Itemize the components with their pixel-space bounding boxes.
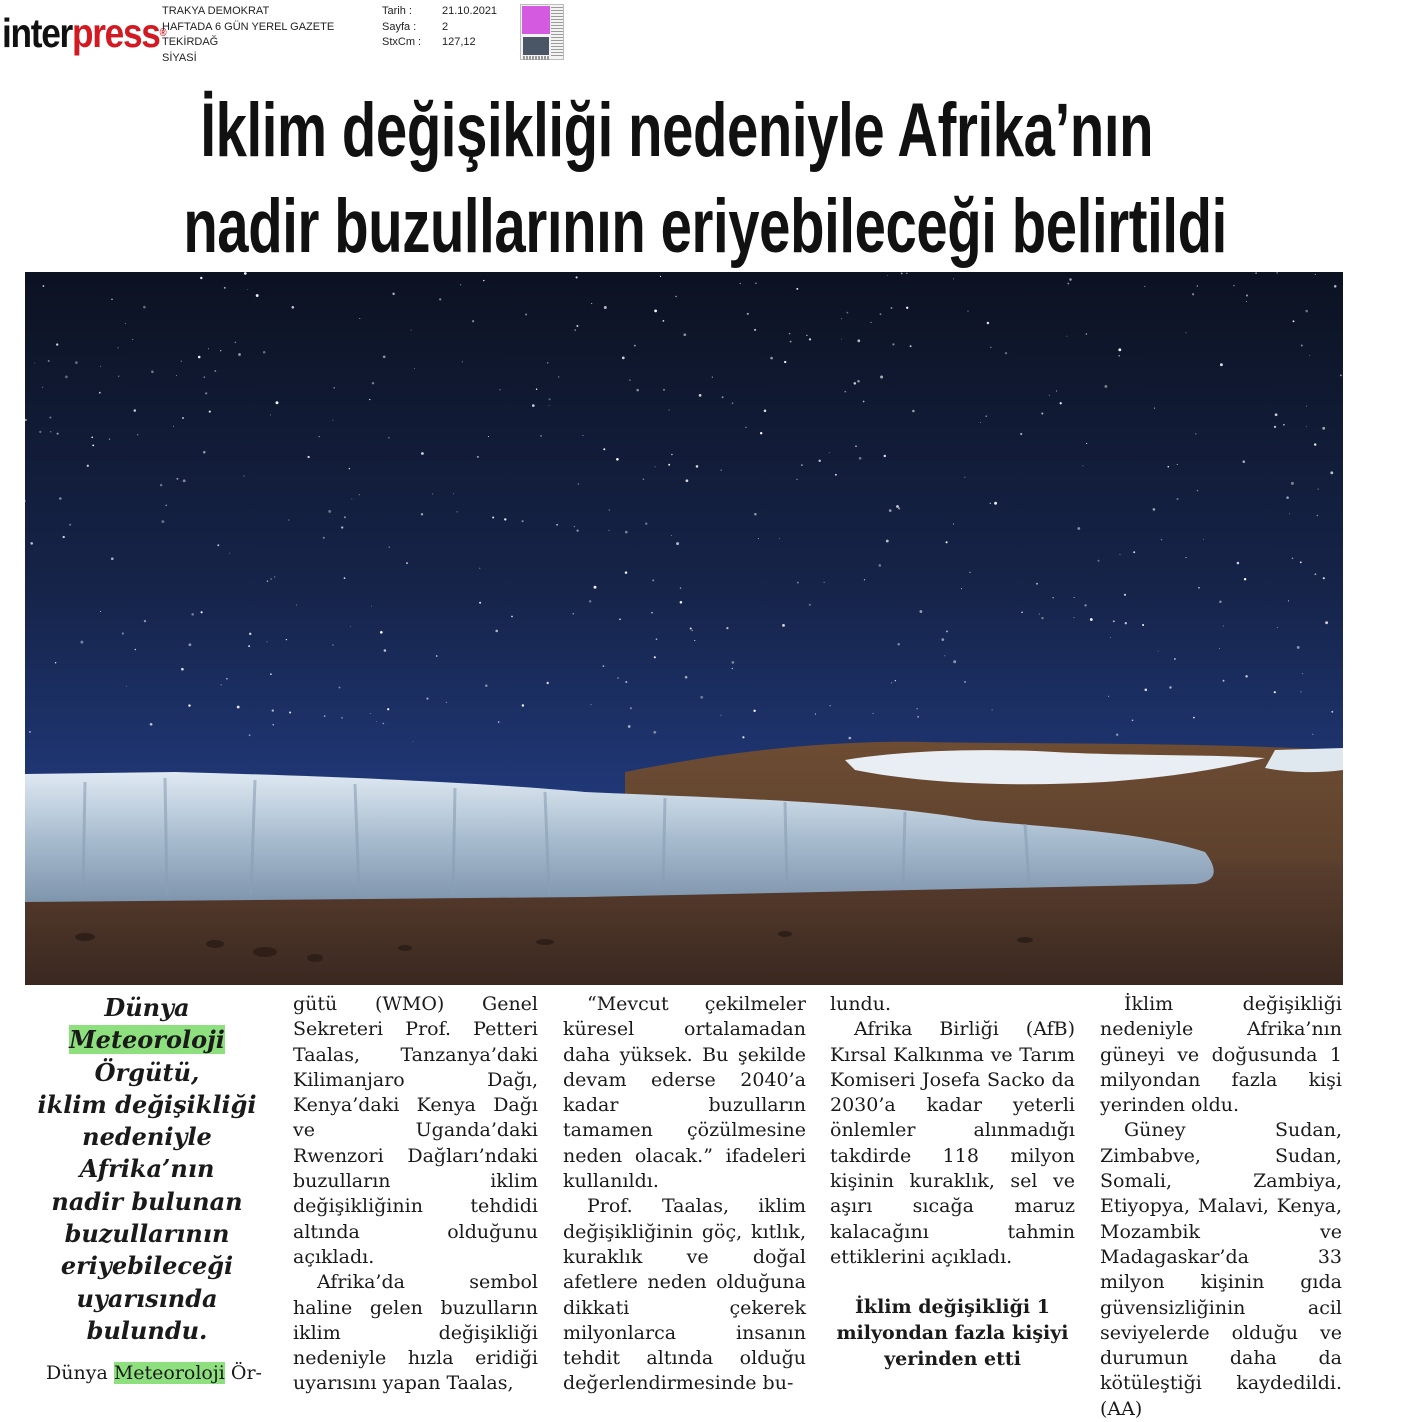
glacier-photo	[25, 272, 1343, 985]
date-label: Tarih :	[382, 5, 412, 17]
body-paragraph: Afrika Birliği (AfB) Kırsal Kalkınma ve Tarım Komiseri Josefa Sacko da 2030’a kadar yeterli önlemler alınmadığı takdirde 118 milyon kişinin kuraklık, sel ve aşırı sıcağa maruz kalacağını tahmin ettiklerini açıkladı.	[830, 1018, 1075, 1268]
lead-text: Dünya	[46, 1362, 114, 1385]
article-spot	[22, 992, 272, 1347]
spot-line: iklim değişikliği	[37, 1089, 257, 1119]
meta-values	[442, 4, 497, 51]
spot-line: uyarısında bulundu.	[76, 1283, 218, 1345]
headline-line-1: İklim değişikliği nedeniyle Afrika’nın	[200, 88, 1154, 173]
section-subhead: İklim değişikliği 1 milyondan fazla kişiyi yerinden etti	[836, 1296, 1069, 1371]
publication-city: TEKİRDAĞ	[162, 36, 219, 48]
lead-text: Ör-	[224, 1362, 262, 1385]
spot-line: eriyebileceği	[60, 1251, 234, 1281]
spot-line: nadir bulunan	[51, 1186, 243, 1216]
publication-section: SİYASİ	[162, 51, 197, 64]
interpress-logo: interpress®	[2, 10, 166, 56]
column-4	[830, 992, 1075, 1372]
body-paragraph: Güney Sudan, Zimbabve, Sudan, Somali, Zambiya, Etiyopya, Malavi, Kenya, Mozambik ve Madagaskar’da 33 milyon kişinin gıda güvensizliğinin acil seviyelerde olduğu ve durumun daha da kötüleştiği kaydedildi. (AA)	[1100, 1119, 1342, 1420]
body-paragraph: Afrika’da sembol haline gelen buzulların iklim değişikliği nedeniyle hızla eridiği uyarısını yapan Taalas,	[293, 1271, 538, 1395]
body-paragraph: İklim değişikliği nedeniyle Afrika’nın güneyi ve doğusunda 1 milyondan fazla kişi yerinden oldu.	[1100, 993, 1342, 1117]
body-paragraph: gütü (WMO) Genel Sekreteri Prof. Petteri Taalas, Tanzanya’daki Kilimanjaro Dağı, Kenya’daki Kenya Dağı ve Uganda’daki Rwenzori Dağları’ndaki buzulların iklim değişikliğinin tehdidi altında olduğunu açıkladı.	[293, 993, 538, 1268]
article-headline	[0, 84, 1354, 276]
column-2	[293, 992, 538, 1397]
column-3	[563, 992, 806, 1397]
date-value: 21.10.2021	[442, 5, 498, 17]
highlighted-keyword: Meteoroloji	[113, 1362, 225, 1385]
page-value: 2	[442, 20, 449, 33]
spot-line	[22, 1024, 272, 1089]
spot-line: Dünya	[104, 993, 190, 1022]
spot-text: Örgütü,	[94, 1057, 200, 1087]
lead-paragraph	[22, 1361, 272, 1386]
publication-name: TRAKYA DEMOKRAT	[162, 5, 270, 17]
stxcm-value: 127,12	[442, 36, 476, 48]
headline-line-2: nadir buzullarının eriyebileceği belirtildi	[183, 184, 1227, 269]
column-5	[1100, 992, 1342, 1422]
spot-line: Afrika’nın	[79, 1154, 215, 1184]
column-1	[22, 992, 272, 1386]
stxcm-label: StxCm :	[382, 36, 422, 48]
body-paragraph: Prof. Taalas, iklim değişikliğinin göç, kıtlık, kuraklık ve doğal afetlere neden olduğuna dikkati çekerek milyonlarca insanın tehdit altında olduğu değerlendirmesinde bu-	[563, 1195, 806, 1395]
page-label: Sayfa :	[382, 20, 417, 33]
meta-labels	[382, 4, 421, 51]
page-thumbnail	[520, 4, 564, 60]
body-paragraph: “Mevcut çekilmeler küresel ortalamadan daha yüksek. Bu şekilde devam ederse 2040’a kadar buzulların tamamen çözülmesine neden olacak.” ifadeleri kullanıldı.	[563, 993, 806, 1193]
publication-frequency: HAFTADA 6 GÜN YEREL GAZETE	[162, 20, 335, 33]
spot-line: buzullarının	[64, 1219, 230, 1249]
spot-line: nedeniyle	[82, 1122, 212, 1152]
body-paragraph: lundu.	[830, 993, 891, 1015]
publication-info	[162, 4, 334, 66]
highlighted-keyword: Meteoroloji	[69, 1025, 225, 1055]
clipping-header	[0, 0, 1354, 66]
